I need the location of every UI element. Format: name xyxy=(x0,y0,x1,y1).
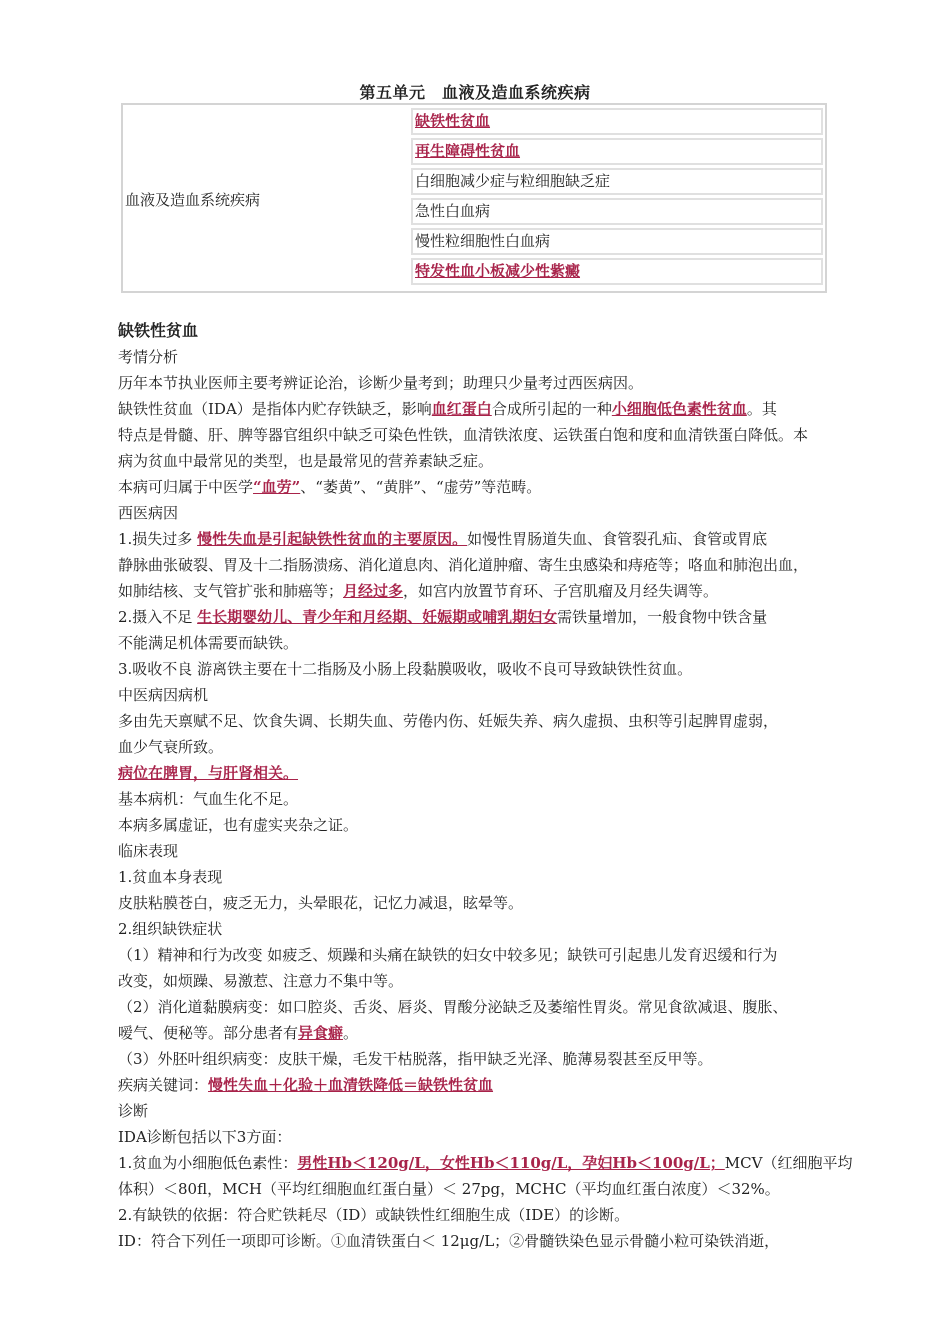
heading-diagnosis: 诊断 xyxy=(118,1102,149,1120)
outline-item: 白细胞减少症与粒细胞缺乏症 xyxy=(411,168,823,195)
paragraph-tcm-category: 本病可归属于中医学“血劳”、“萎黄”、“黄胖”、“虚劳”等范畴。 xyxy=(118,478,542,496)
highlight-term: 血红蛋白 xyxy=(431,400,492,418)
paragraph-line: 静脉曲张破裂、胃及十二指肠溃疡、消化道息肉、消化道肿瘤、寄生虫感染和痔疮等；咯血和肺泡出血， xyxy=(118,556,809,574)
highlight-term: 月经过多 xyxy=(343,582,404,600)
cause-3: 3.吸收不良 游离铁主要在十二指肠及小肠上段黏膜吸收，吸收不良可导致缺铁性贫血。 xyxy=(118,660,693,678)
outline-item: 急性白血病 xyxy=(411,198,823,225)
highlight-term: “血劳” xyxy=(253,478,301,496)
cause-1: 1.损失过多 慢性失血是引起缺铁性贫血的主要原因。如慢性胃肠道失血、食管裂孔疝、食管或胃底 xyxy=(118,530,768,548)
section-title: 缺铁性贫血 xyxy=(118,321,199,340)
heading-exam-analysis: 考情分析 xyxy=(118,348,179,366)
paragraph-line: 血少气衰所致。 xyxy=(118,738,224,756)
outline-item-link[interactable]: 特发性血小板减少性紫癜 xyxy=(411,258,823,285)
heading-western-cause: 西医病因 xyxy=(118,504,179,522)
outline-table xyxy=(121,103,827,293)
paragraph: 基本病机：气血生化不足。 xyxy=(118,790,299,808)
paragraph: 历年本节执业医师主要考辨证论治，诊断少量考到；助理只少量考过西医病因。 xyxy=(118,374,644,392)
outline-category: 血液及造血系统疾病 xyxy=(125,191,261,209)
paragraph-definition: 缺铁性贫血（IDA）是指体内贮存铁缺乏，影响血红蛋白合成所引起的一种小细胞低色素性贫血。其 xyxy=(118,400,777,418)
paragraph: 本病多属虚证，也有虚实夹杂之证。 xyxy=(118,816,359,834)
paragraph-keyword: 疾病关键词：慢性失血＋化验＋血清铁降低＝缺铁性贫血 xyxy=(118,1076,494,1094)
outline-item-link[interactable]: 缺铁性贫血 xyxy=(411,108,823,135)
page-title: 第五单元 血液及造血系统疾病 xyxy=(359,83,591,102)
paragraph: （3）外胚叶组织病变：皮肤干燥，毛发干枯脱落，指甲缺乏光泽、脆薄易裂甚至反甲等。 xyxy=(118,1050,713,1068)
paragraph: 皮肤粘膜苍白，疲乏无力，头晕眼花，记忆力减退，眩晕等。 xyxy=(118,894,524,912)
highlight-term: 慢性失血＋化验＋血清铁降低＝缺铁性贫血 xyxy=(208,1076,494,1094)
paragraph: 多由先天禀赋不足、饮食失调、长期失血、劳倦内伤、妊娠失养、病久虚损、虫积等引起脾胃虚弱， xyxy=(118,712,779,730)
outline-item-link[interactable]: 再生障碍性贫血 xyxy=(411,138,823,165)
paragraph-line: 不能满足机体需要而缺铁。 xyxy=(118,634,299,652)
heading-clinical: 临床表现 xyxy=(118,842,179,860)
paragraph-line: 嗳气、便秘等。部分患者有异食癖。 xyxy=(118,1024,359,1042)
highlight-term: 男性Hb＜120g/L，女性Hb＜110g/L，孕妇Hb＜100g/L； xyxy=(297,1154,725,1172)
highlight-term: 慢性失血是引起缺铁性贫血的主要原因。 xyxy=(197,530,468,548)
paragraph: （2）消化道黏膜病变：如口腔炎、舌炎、唇炎、胃酸分泌缺乏及萎缩性胃炎。常见食欲减退、腹胀、 xyxy=(118,998,788,1016)
paragraph-line: 特点是骨髓、肝、脾等器官组织中缺乏可染色性铁，血清铁浓度、运铁蛋白饱和度和血清铁蛋白降低。本 xyxy=(118,426,809,444)
paragraph: 2.组织缺铁症状 xyxy=(118,920,223,938)
article-body xyxy=(118,318,860,1254)
paragraph: IDA诊断包括以下3方面： xyxy=(118,1128,292,1146)
paragraph-line: 如肺结核、支气管扩张和肺癌等；月经过多，如宫内放置节育环、子宫肌瘤及月经失调等。 xyxy=(118,582,719,600)
highlight-term: 异食癖 xyxy=(298,1024,344,1042)
diagnosis-1: 1.贫血为小细胞低色素性：男性Hb＜120g/L，女性Hb＜110g/L，孕妇Hb＜100g/L；MCV（红细胞平均 xyxy=(118,1154,853,1172)
highlight-term: 生长期婴幼儿、青少年和月经期、妊娠期或哺乳期妇女 xyxy=(197,608,558,626)
paragraph: 1.贫血本身表现 xyxy=(118,868,223,886)
paragraph: （1）精神和行为改变 如疲乏、烦躁和头痛在缺铁的妇女中较多见；缺铁可引起患儿发育迟缓和行为 xyxy=(118,946,778,964)
heading-tcm-cause: 中医病因病机 xyxy=(118,686,209,704)
paragraph-line: 改变，如烦躁、易激惹、注意力不集中等。 xyxy=(118,972,404,990)
highlight-term: 病位在脾胃，与肝肾相关。 xyxy=(118,764,299,782)
highlight-term: 小细胞低色素性贫血 xyxy=(611,400,747,418)
cause-2: 2.摄入不足 生长期婴幼儿、青少年和月经期、妊娠期或哺乳期妇女需铁量增加，一般食物中铁含量 xyxy=(118,608,768,626)
paragraph-line: 体积）＜80fl，MCH（平均红细胞血红蛋白量）＜ 27pg，MCHC（平均血红蛋白浓度）＜32%。 xyxy=(118,1180,780,1198)
diagnosis-3: ID：符合下列任一项即可诊断。①血清铁蛋白＜ 12μg/L；②骨髓铁染色显示骨髓小粒可染铁消逝， xyxy=(118,1232,780,1250)
outline-list xyxy=(411,108,823,288)
diagnosis-2: 2.有缺铁的依据：符合贮铁耗尽（ID）或缺铁性红细胞生成（IDE）的诊断。 xyxy=(118,1206,630,1224)
outline-item: 慢性粒细胞性白血病 xyxy=(411,228,823,255)
paragraph-line: 病为贫血中最常见的类型，也是最常见的营养素缺乏症。 xyxy=(118,452,494,470)
